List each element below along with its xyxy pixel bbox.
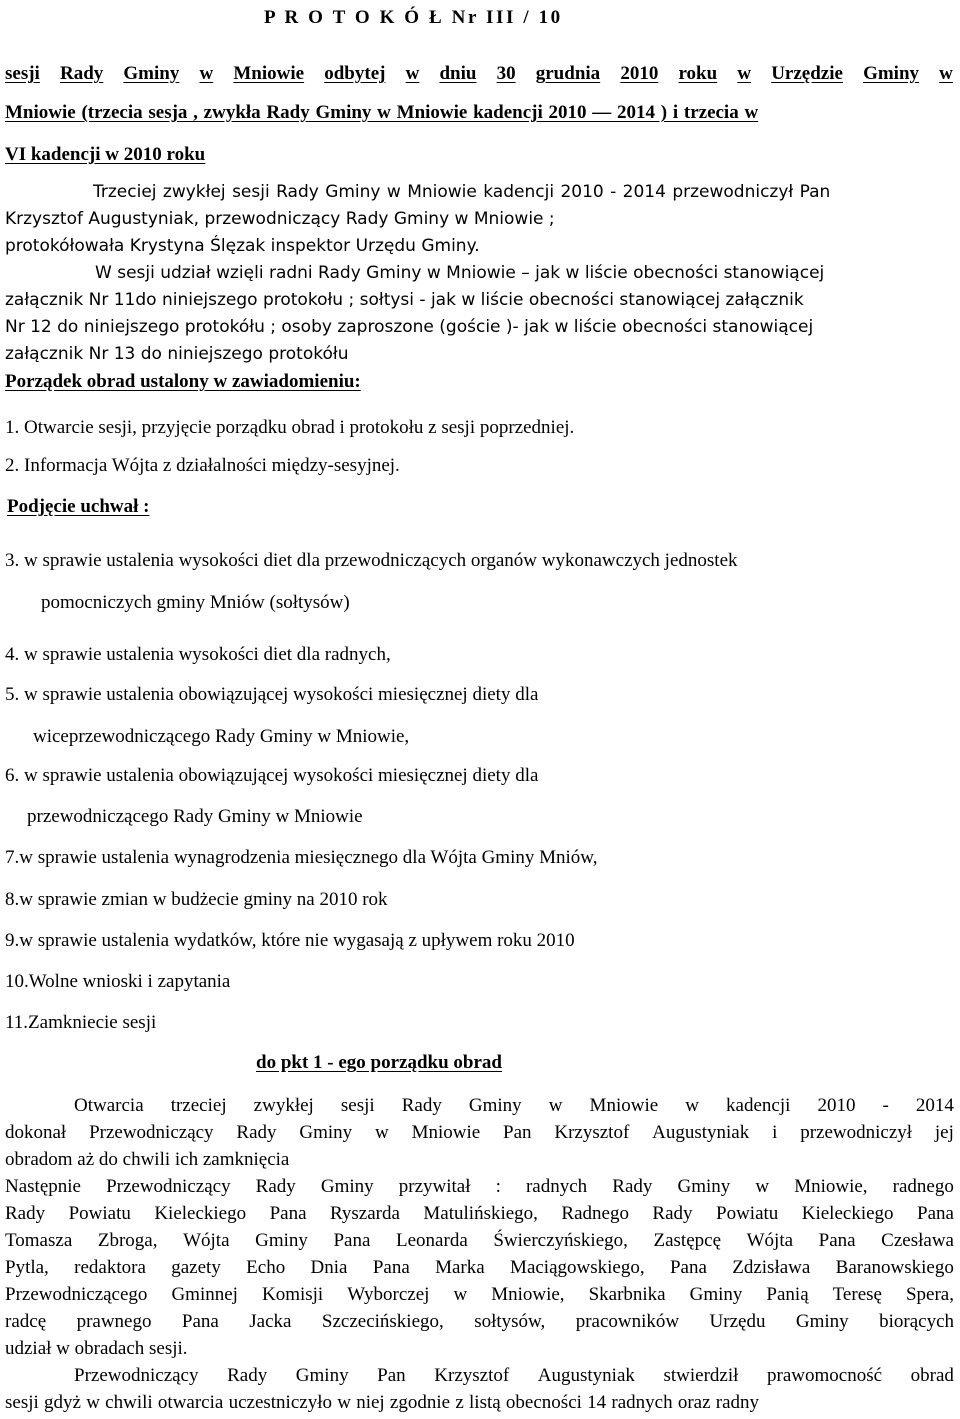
agenda-heading: Porządek obrad ustalony w zawiadomieniu: [5, 371, 361, 392]
body-line: radcę prawnego Pana Jacka Szczecińskiego, sołtysów, pracowników Urzędu Gminy biorących [5, 1311, 954, 1332]
body-line: Przewodniczącego Gminnej Komisji Wyborczej w Mniowie, Skarbnika Gminy Panią Teresę Spera, [5, 1284, 954, 1305]
agenda-item: 7.w sprawie ustalenia wynagrodzenia miesięcznego dla Wójta Gminy Mniów, [5, 847, 598, 868]
agenda-item: 6. w sprawie ustalenia obowiązującej wysokości miesięcznej diety dla [5, 765, 539, 786]
attendance-line: załącznik Nr 13 do niniejszego protokółu [5, 344, 349, 364]
intro-line: protokółowała Krystyna Ślęzak inspektor Urzędu Gminy. [5, 236, 480, 256]
session-header-line: sesji Rady Gminy w Mniowie odbytej w dniu 30 grudnia 2010 roku w Urzędzie Gminy w [5, 63, 953, 84]
body-line: dokonał Przewodniczący Rady Gminy w Mniowie Pan Krzysztof Augustyniak i przewodniczył jej [5, 1122, 954, 1143]
agenda-item: 10.Wolne wnioski i zapytania [5, 971, 231, 992]
body-line: Rady Powiatu Kieleckiego Pana Ryszarda Matulińskiego, Radnego Rady Powiatu Kieleckiego Pana [5, 1203, 954, 1224]
resolutions-heading: Podjęcie uchwał : [7, 496, 150, 517]
agenda-item: 11.Zamkniecie sesji [5, 1012, 157, 1033]
agenda-item: 5. w sprawie ustalenia obowiązującej wysokości miesięcznej diety dla [5, 684, 539, 705]
agenda-item-continuation: przewodniczącego Rady Gminy w Mniowie [27, 806, 363, 827]
body-line: Tomasza Zbroga, Wójta Gminy Pana Leonarda Świerczyńskiego, Zastępcę Wójta Pana Czesława [5, 1230, 954, 1251]
agenda-item: 2. Informacja Wójta z działalności między-sesyjnej. [5, 455, 400, 476]
intro-line: Trzeciej zwykłej sesji Rady Gminy w Mniowie kadencji 2010 - 2014 przewodniczył Pan [93, 182, 831, 202]
body-line: udział w obradach sesji. [5, 1338, 188, 1359]
body-line: obradom aż do chwili ich zamknięcia [5, 1149, 290, 1170]
body-line: Następnie Przewodniczący Rady Gminy przywitał : radnych Rady Gminy w Mniowie, radnego [5, 1176, 954, 1197]
document-title: P R O T O K Ó Ł Nr III / 10 [264, 7, 563, 28]
intro-line: Krzysztof Augustyniak, przewodniczący Rady Gminy w Mniowie ; [5, 209, 555, 229]
session-header-line: Mniowie (trzecia sesja , zwykła Rady Gminy w Mniowie kadencji 2010 — 2014 ) i trzecia w [5, 102, 759, 123]
agenda-item: 4. w sprawie ustalenia wysokości diet dla radnych, [5, 644, 391, 665]
agenda-item: 1. Otwarcie sesji, przyjęcie porządku obrad i protokołu z sesji poprzedniej. [5, 417, 575, 438]
agenda-item: 8.w sprawie zmian w budżecie gminy na 2010 rok [5, 889, 388, 910]
agenda-item: 9.w sprawie ustalenia wydatków, które nie wygasają z upływem roku 2010 [5, 930, 575, 951]
session-header-line: VI kadencji w 2010 roku [5, 144, 206, 165]
agenda-item-continuation: pomocniczych gminy Mniów (sołtysów) [41, 592, 350, 613]
attendance-line: W sesji udział wzięli radni Rady Gminy w Mniowie – jak w liście obecności stanowiącej [95, 263, 825, 283]
attendance-line: Nr 12 do niniejszego protokółu ; osoby zaproszone (goście )- jak w liście obecności stanowiącej [5, 317, 814, 337]
attendance-line: załącznik Nr 11do niniejszego protokołu ; sołtysi - jak w liście obecności stanowiącej załącznik [5, 290, 804, 310]
body-line: Pytla, redaktora gazety Echo Dnia Pana Marka Maciągowskiego, Pana Zdzisława Baranowskiego [5, 1257, 954, 1278]
section-heading: do pkt 1 - ego porządku obrad [256, 1052, 502, 1073]
body-line: sesji gdyż w chwili otwarcia uczestniczyło w niej zgodnie z listą obecności 14 radnych oraz radny [5, 1392, 760, 1413]
body-line: Otwarcia trzeciej zwykłej sesji Rady Gminy w Mniowie w kadencji 2010 - 2014 [74, 1095, 954, 1116]
agenda-item-continuation: wiceprzewodniczącego Rady Gminy w Mniowie, [33, 726, 410, 747]
agenda-item: 3. w sprawie ustalenia wysokości diet dla przewodniczących organów wykonawczych jednostek [5, 550, 738, 571]
body-line: Przewodniczący Rady Gminy Pan Krzysztof Augustyniak stwierdził prawomocność obrad [74, 1365, 954, 1386]
